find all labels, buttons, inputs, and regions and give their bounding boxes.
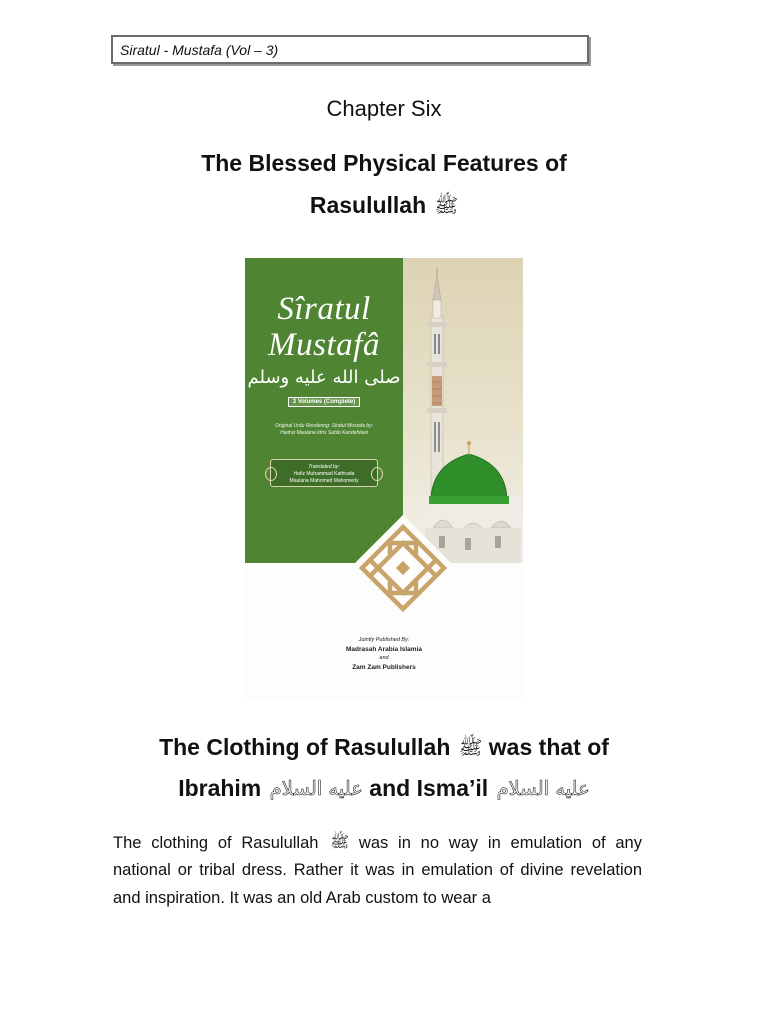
cover-publisher-line3: Zam Zam Publishers [352,664,416,671]
book-cover-image [245,258,523,700]
section-heading-line2-a: Ibrahim [178,775,262,802]
cover-publisher [245,636,523,672]
chapter-title-name: Rasulullah [309,192,427,218]
cover-translator-plate [270,459,378,487]
cover-title-line2: Mustafâ [268,327,380,363]
cover-title [245,291,403,363]
body-paragraph [113,828,642,912]
section-heading [0,727,768,809]
cover-arabic-calligraphy: صلى الله عليه وسلم [247,367,401,388]
honorific-icon: ﷺ [434,194,459,218]
section-heading-line1 [0,727,768,768]
cover-plate-label: Translated by: [308,464,340,470]
cover-volumes-badge: 3 Volumes (Complete) [288,397,361,407]
peace-honorific-icon: عليه السلام [269,777,363,801]
cover-publisher-line2: and [379,655,389,661]
running-title: Siratul - Mustafa (Vol – 3) [120,41,279,58]
cover-publisher-label: Jointly Published By: [358,637,410,643]
honorific-icon: ﷺ [330,832,350,851]
cover-title-line1: Sîratul [277,291,371,327]
cover-plate-line1: Hafiz Muhammad Kathrada [293,471,355,477]
chapter-title-line1: The Blessed Physical Features of [201,150,567,176]
section-heading-line1-b: was that of [488,734,609,760]
paragraph-text-rest: was in no way in emulation of any national or tribal dress. Rather it was in emulation of divine revelation and inspiration. It was an old Arab custom to wear a [113,833,642,907]
cover-note-line1: Original Urdu Rendering: Siratul Mustafa by: [274,423,374,429]
chapter-title-line2 [0,184,768,227]
honorific-icon: ﷺ [458,736,483,760]
chapter-label: Chapter Six [326,96,442,121]
section-heading-line2 [0,768,768,809]
cover-publisher-line1: Madrasah Arabia Islamia [346,646,422,653]
paragraph-text-start: The clothing of Rasulullah [113,833,319,852]
section-heading-line1-a: The Clothing of Rasulullah [159,734,451,760]
cover-note-line2: Hadrat Maulana Idris Sahib Kandehlawi [280,430,368,436]
running-header [111,35,589,64]
peace-honorific-icon: عليه السلام [496,777,590,801]
cover-note [245,423,403,437]
chapter-title [0,142,768,227]
cover-plate-line2: Maulana Mahomed Mahomedy [289,478,359,484]
gold-ornament-icon [348,513,458,623]
section-heading-line2-b: and Isma’il [369,775,489,802]
